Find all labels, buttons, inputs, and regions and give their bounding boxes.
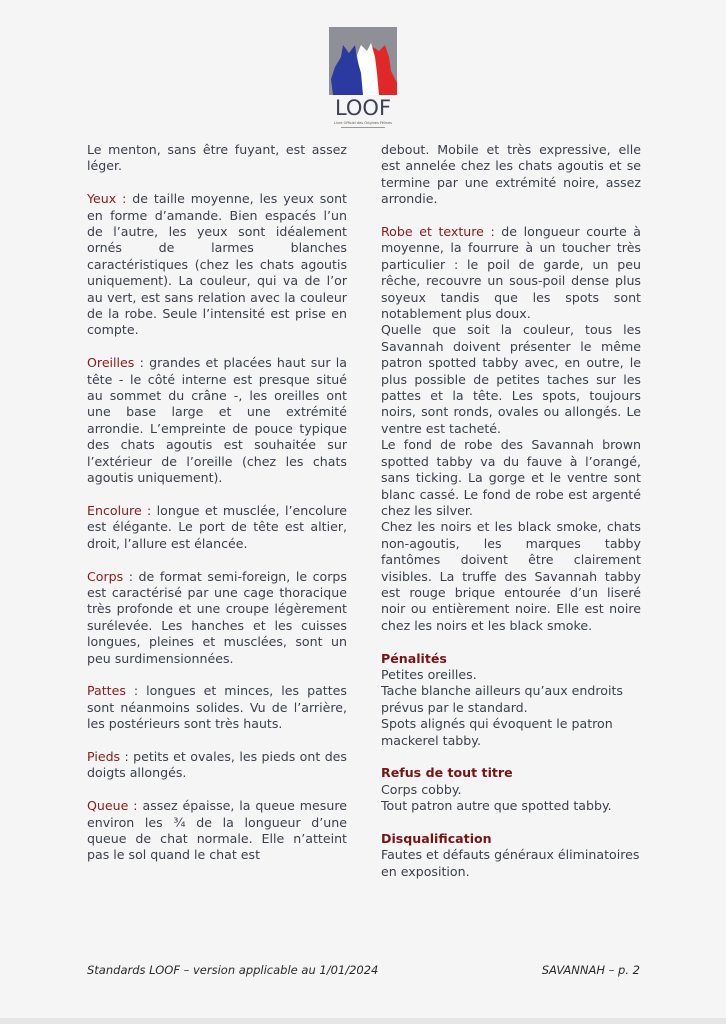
paragraph-text: : petits et ovales, les pieds ont des doigts allongés.	[87, 748, 347, 781]
term-label: Encolure :	[87, 502, 152, 518]
paragraph-text: : grandes et placées haut sur la tête - le côté interne est presque situé au sommet du crâne -, les oreilles ont une base large et une extrémité arrondie. L’empreinte de pouce typique des chats agoutis est souhaitée sur l’extérieur de l’oreille (chez les chats agoutis uniquement).	[87, 355, 347, 486]
section-heading: Pénalités	[381, 650, 447, 666]
list-item: Fautes et défauts généraux éliminatoires en exposition.	[381, 847, 640, 879]
paragraph-robe-pattern: Quelle que soit la couleur, tous les Savannah doivent présenter le même patron spotted tabby avec, en outre, le plus possible de petites taches sur les pattes et la tête. Les spots, toujours noirs, sont ronds, ovales ou allongés. Le ventre est tacheté.	[381, 322, 641, 436]
footer-page-number: SAVANNAH – p. 2	[541, 963, 640, 977]
paragraph-text: : longues et minces, les pattes sont néanmoins solides. Vu de l’arrière, les postérieurs sont très hauts.	[87, 683, 347, 732]
paragraph-yeux	[87, 191, 347, 339]
list-item: Tache blanche ailleurs qu’aux endroits prévus par le standard.	[381, 683, 623, 715]
term-label: Yeux :	[87, 191, 127, 207]
term-label: Queue :	[87, 798, 138, 814]
footer-version: Standards LOOF – version applicable au 1/01/2024	[87, 963, 379, 977]
section-heading: Disqualification	[381, 831, 492, 846]
paragraph-robe-noirs: Chez les noirs et les black smoke, chats non-agoutis, les marques tabby fantômes doivent être clairement visibles. La truffe des Savannah tabby est rouge brique entourée d’un liseré noir ou entièrement noire. Elle est noire chez les noirs et les black smoke.	[381, 519, 641, 633]
list-item: Petites oreilles.	[381, 666, 477, 682]
right-column	[381, 142, 641, 897]
logo-wordmark: LOOF	[334, 96, 392, 120]
paragraph-robe-brown: Le fond de robe des Savannah brown spotted tabby va du fauve à l’orangé, sans ticking. La gorge et le ventre sont blanc cassé. Le fond de robe est argenté chez les silver.	[381, 437, 641, 518]
loof-logo	[329, 27, 397, 130]
paragraph-text: Le menton, sans être fuyant, est assez léger.	[87, 142, 347, 174]
paragraph-text: : de longueur courte à moyenne, la fourrure à un toucher très particulier : le poil de garde, un peu rêche, recouvre un sous-poil dense plus soyeux tandis que les spots sont notablement plus doux.	[381, 224, 642, 322]
list-item: Tout patron autre que spotted tabby.	[381, 798, 612, 814]
paragraph-menton	[87, 142, 347, 175]
term-label: Pieds	[87, 748, 121, 764]
list-item: Corps cobby.	[381, 781, 462, 797]
paragraph-oreilles	[87, 355, 347, 486]
logo-divider	[341, 127, 385, 128]
paragraph-pieds	[87, 749, 347, 782]
cat-silhouettes-icon	[329, 27, 397, 95]
paragraph-text: de taille moyenne, les yeux sont en forme d’amande. Bien espacés l’un de l’autre, les yeux sont idéalement ornés de larmes blanches caractéristiques (chez les chats agoutis uniquement). La couleur, qui va de l’or au vert, est sans relation avec la couleur de la robe. Seule l’intensité est prise en compte.	[87, 191, 347, 338]
paragraph-corps	[87, 569, 347, 667]
logo-subtitle: Livre Officiel des Origines Félines	[334, 121, 392, 125]
term-label: Robe et texture	[381, 224, 484, 240]
list-item: Spots alignés qui évoquent le patron mackerel tabby.	[381, 716, 613, 748]
paragraph-encolure	[87, 503, 347, 552]
section-robe-texture	[381, 224, 641, 634]
paragraph-text: : de format semi-foreign, le corps est caractérisé par une cage thoracique très profonde et une croupe légèrement surélevée. Les hanches et les cuisses longues, pleines et musclées, sont un peu surdimensionnées.	[87, 568, 347, 666]
paragraph-pattes	[87, 683, 347, 732]
paragraph-queue	[87, 798, 347, 864]
paragraph-queue-continued: debout. Mobile et très expressive, elle est annelée chez les chats agoutis et se termine par une extrémité noire, assez arrondie.	[381, 142, 641, 207]
logo-cats-emblem	[329, 27, 397, 95]
paragraph-text: assez épaisse, la queue mesure environ les ¾ de la longueur d’une queue de chat normale. Elle n’atteint pas le sol quand le chat est	[87, 798, 347, 863]
term-label: Oreilles	[87, 355, 135, 371]
term-label: Corps	[87, 568, 124, 584]
section-disqualification	[381, 831, 641, 880]
section-heading: Refus de tout titre	[381, 765, 513, 781]
section-refus	[381, 765, 641, 814]
section-penalites	[381, 651, 641, 749]
left-column	[87, 142, 347, 864]
paragraph-robe	[381, 224, 641, 322]
bottom-edge	[0, 1018, 726, 1024]
paragraph-text: longue et musclée, l’encolure est élégante. Le port de tête est altier, droit, l’allure est élancée.	[87, 502, 347, 551]
term-label: Pattes	[87, 683, 126, 699]
